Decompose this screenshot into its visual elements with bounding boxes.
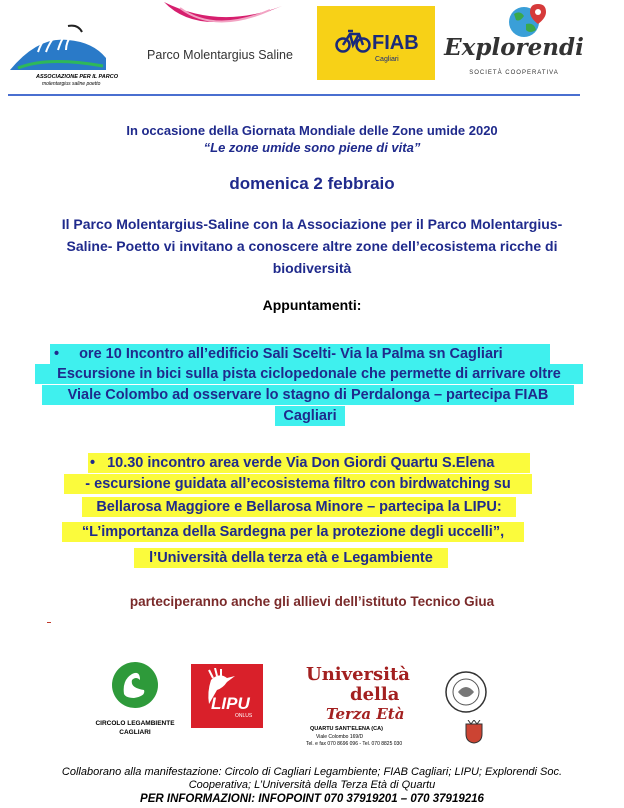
footer-line1: Collaborano alla manifestazione: Circolo di Cagliari Legambiente; FIAB Cagliari; LIPU; Explorendi Soc. xyxy=(61,766,563,778)
parco-name: Parco Molentargius Saline xyxy=(147,48,293,62)
logo-lipu xyxy=(191,664,263,728)
event-date: domenica 2 febbraio xyxy=(229,174,395,193)
logo-fiab xyxy=(317,6,435,80)
invite-line3: biodiversità xyxy=(272,260,352,276)
invite-line1: Il Parco Molentargius-Saline con la Associazione per il Parco Molentargius- xyxy=(61,216,563,232)
appointment-2-line4: “L’importanza della Sardegna per la protezione degli uccelli”, xyxy=(62,522,524,542)
header-divider xyxy=(8,94,580,96)
legambiente-line2: CAGLIARI xyxy=(119,729,151,736)
explorendi-sub: SOCIETÀ COOPERATIVA xyxy=(469,70,559,76)
uni-line3: Terza Età xyxy=(326,705,405,723)
uni-line1: Università xyxy=(306,664,410,685)
coat-of-arms-icon xyxy=(464,720,484,744)
uni-addr3: Tel. e fax 070 8696 096 - Tel. 070 8825 030 xyxy=(306,741,403,747)
footer-line2: Cooperativa; L’Università della Terza Età di Quartu xyxy=(188,779,436,791)
invite-line2: Saline- Poetto vi invitano a conoscere altre zone dell’ecosistema ricche di xyxy=(66,238,558,254)
uni-addr2: Viale Colombo 169/D xyxy=(316,734,364,740)
fiab-sub: Cagliari xyxy=(375,56,399,63)
bullet-icon: • xyxy=(54,346,60,362)
explorendi-title: Explorendi xyxy=(444,34,584,61)
logo-legambiente xyxy=(90,660,180,740)
red-dash xyxy=(47,622,51,623)
logo-explorendi xyxy=(444,0,584,84)
legambiente-line1: CIRCOLO LEGAMBIENTE xyxy=(95,720,175,727)
assoc-line1: ASSOCIAZIONE PER IL PARCO xyxy=(36,74,119,80)
appointment-1-line4: Cagliari xyxy=(275,406,345,426)
flamingo-icon xyxy=(8,22,108,74)
appointments-title: Appuntamenti: xyxy=(262,297,362,313)
appointment-1-line1: • ore 10 Incontro all’edificio Sali Scelti- Via la Palma sn Cagliari xyxy=(50,344,550,364)
intro-line2: “Le zone umide sono piene di vita” xyxy=(203,140,421,155)
assoc-line2: molentargius saline poetto xyxy=(42,81,101,87)
uni-line2: della xyxy=(350,684,400,705)
intro-line1: In occasione della Giornata Mondiale delle Zone umide 2020 xyxy=(126,123,498,138)
bullet-icon: • xyxy=(90,455,96,471)
uni-addr1: QUARTU SANT'ELENA (CA) xyxy=(310,726,383,732)
bicycle-icon xyxy=(335,28,371,54)
fiab-title: FIAB xyxy=(372,32,419,54)
students-note: parteciperanno anche gli allievi dell’istituto Tecnico Giua xyxy=(129,594,495,609)
appointment-1-line3: Viale Colombo ad osservare lo stagno di Perdalonga – partecipa FIAB xyxy=(42,385,574,405)
logo-universita-terza-eta xyxy=(302,664,492,750)
logo-associazione-parco xyxy=(8,22,119,94)
lipu-title: LIPU xyxy=(211,694,250,713)
appointment-2-line5: l’Università della terza età e Legambiente xyxy=(134,548,448,568)
appointment-1-line2: Escursione in bici sulla pista ciclopedonale che permette di arrivare oltre xyxy=(35,364,583,384)
lipu-sub: ONLUS xyxy=(235,713,253,719)
footer-info: PER INFORMAZIONI: INFOPOINT 070 37919201 – 070 37919216 xyxy=(140,793,484,805)
swan-icon xyxy=(110,660,160,710)
logo-parco-molentargius xyxy=(130,0,310,70)
swoosh-icon xyxy=(160,0,290,46)
seal-icon xyxy=(444,670,488,714)
appointment-2-line1: • 10.30 incontro area verde Via Don Giordi Quartu S.Elena xyxy=(88,453,530,473)
appointment-2-line2: - escursione guidata all’ecosistema filtro con birdwatching su xyxy=(64,474,532,494)
appointment-2-line3: Bellarosa Maggiore e Bellarosa Minore – partecipa la LIPU: xyxy=(82,497,516,517)
